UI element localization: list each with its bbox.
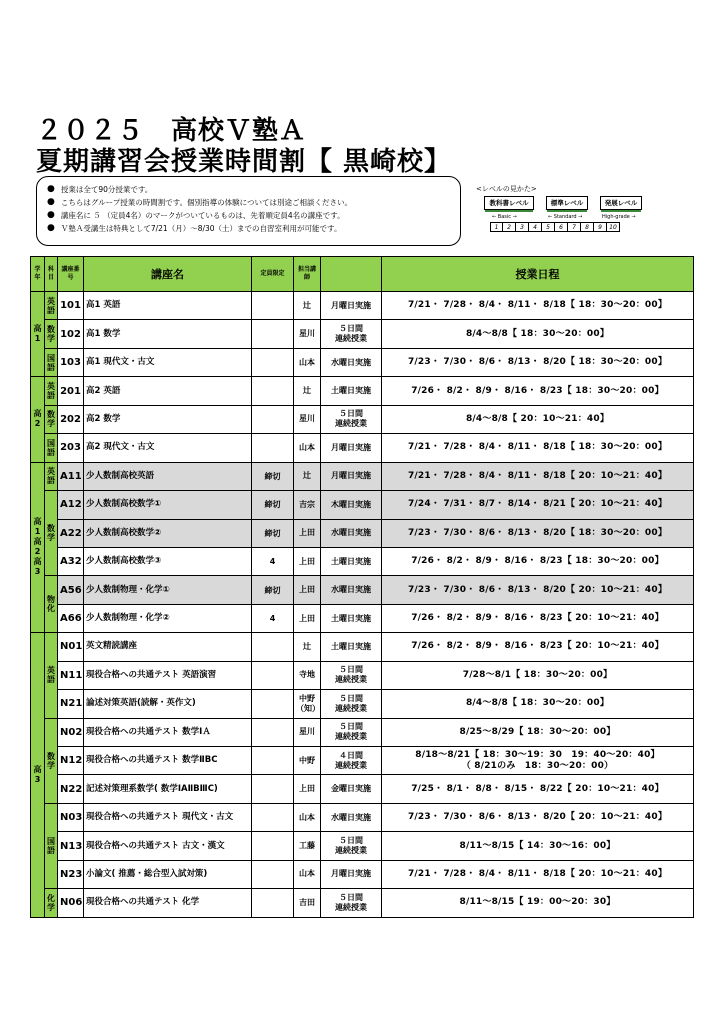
grade-cell: 高3 (31, 633, 45, 917)
course-mode: 月曜日実施 (321, 462, 382, 490)
course-schedule: 7/23・ 7/30・ 8/6・ 8/13・ 8/20【 20：10～21：40】 (382, 576, 694, 604)
course-schedule: 8/11～8/15【 19：00～20：30】 (382, 889, 694, 917)
course-code: A11 (58, 462, 84, 490)
course-mode: ５日間 連続授業 (321, 718, 382, 746)
table-row (31, 860, 694, 888)
table-row (31, 434, 694, 462)
header-teacher: 担当講師 (294, 257, 321, 292)
note-item: ● 授業は全て90分授業です。 (47, 184, 153, 194)
course-mode: 水曜日実施 (321, 348, 382, 376)
course-name: 高2 数学 (84, 405, 252, 433)
table-header-row (31, 257, 694, 292)
course-code: 201 (58, 377, 84, 405)
level-guide-caption: <レベルの見かた> (476, 185, 537, 193)
subject-cell: 英 語 (45, 633, 58, 718)
course-mode: 土曜日実施 (321, 377, 382, 405)
header-limit: 定員限定 (252, 257, 294, 292)
subject-cell: 英 語 (45, 377, 58, 405)
course-schedule: 7/26・ 8/2・ 8/9・ 8/16・ 8/23【 18：30～20：00】 (382, 377, 694, 405)
course-name: 小論文( 推薦・総合型入試対策) (84, 860, 252, 888)
course-mode: 土曜日実施 (321, 633, 382, 661)
course-limit (252, 832, 294, 860)
course-limit (252, 434, 294, 462)
header-mode (321, 257, 382, 292)
course-schedule: 8/25～8/29【 18：30～20：00】 (382, 718, 694, 746)
course-name: 現役合格への共通テスト 古文・漢文 (84, 832, 252, 860)
subject-cell: 物 化 (45, 576, 58, 633)
scale-step: 2 (503, 222, 516, 232)
scale-step: 7 (568, 222, 581, 232)
course-name: 記述対策理系数学( 数学ⅠAⅡBⅢC) (84, 775, 252, 803)
scale-step: 6 (555, 222, 568, 232)
table-row (31, 405, 694, 433)
header-code: 講座番号 (58, 257, 84, 292)
course-code: N23 (58, 860, 84, 888)
course-mode: ４日間 連続授業 (321, 747, 382, 775)
course-name: 少人数制高校数学① (84, 491, 252, 519)
course-limit: 締切 (252, 491, 294, 519)
table-row (31, 547, 694, 575)
subject-cell: 英 語 (45, 292, 58, 320)
course-teacher: 上田 (294, 775, 321, 803)
table-row (31, 747, 694, 775)
course-limit: 4 (252, 547, 294, 575)
course-teacher: 星川 (294, 320, 321, 348)
course-schedule: 7/28～8/1【 18：30～20：00】 (382, 661, 694, 689)
course-name: 少人数制高校数学② (84, 519, 252, 547)
course-code: A56 (58, 576, 84, 604)
scale-step: 10 (607, 222, 620, 232)
course-name: 現役合格への共通テスト 数学ⅡBC (84, 747, 252, 775)
course-limit (252, 775, 294, 803)
course-schedule: 7/21・ 7/28・ 8/4・ 8/11・ 8/18【 18：30～20：00】 (382, 434, 694, 462)
bullet-icon: ● (47, 184, 55, 194)
table-row (31, 803, 694, 831)
level-textbook: 教科書レベル (484, 196, 534, 210)
course-teacher: 星川 (294, 405, 321, 433)
course-mode: 土曜日実施 (321, 547, 382, 575)
course-code: N13 (58, 832, 84, 860)
course-mode: 月曜日実施 (321, 292, 382, 320)
course-schedule: 8/4～8/8【 18：30～20：00】 (382, 320, 694, 348)
course-name: 現役合格への共通テスト 英語演習 (84, 661, 252, 689)
course-mode: 水曜日実施 (321, 576, 382, 604)
course-code: 101 (58, 292, 84, 320)
course-mode: 水曜日実施 (321, 803, 382, 831)
course-mode: ５日間 連続授業 (321, 405, 382, 433)
level-arrow-high: High-grade → (602, 214, 636, 220)
course-code: A12 (58, 491, 84, 519)
course-limit (252, 292, 294, 320)
course-schedule: 7/26・ 8/2・ 8/9・ 8/16・ 8/23【 20：10～21：40】 (382, 633, 694, 661)
level-arrow-standard: ← Standard → (548, 214, 583, 220)
course-teacher: 山本 (294, 803, 321, 831)
scale-step: 5 (542, 222, 555, 232)
page-title-line1: ２０２５ 高校Ｖ塾Ａ (36, 116, 307, 146)
bullet-icon: ● (47, 197, 55, 207)
course-limit: 締切 (252, 576, 294, 604)
course-schedule: 8/11～8/15【 14：30～16：00】 (382, 832, 694, 860)
course-code: N01 (58, 633, 84, 661)
course-mode: 月曜日実施 (321, 860, 382, 888)
table-row (31, 690, 694, 718)
course-name: 高1 英語 (84, 292, 252, 320)
course-teacher: 辻 (294, 377, 321, 405)
course-name: 高1 数学 (84, 320, 252, 348)
table-row (31, 775, 694, 803)
course-limit (252, 747, 294, 775)
subject-cell: 国 語 (45, 434, 58, 462)
header-name: 講座名 (84, 257, 252, 292)
grade-cell: 高2 (31, 377, 45, 462)
course-code: 202 (58, 405, 84, 433)
subject-cell: 国 語 (45, 348, 58, 376)
course-teacher: 上田 (294, 604, 321, 632)
course-code: A22 (58, 519, 84, 547)
course-limit (252, 661, 294, 689)
course-code: N06 (58, 889, 84, 917)
subject-cell: 数 学 (45, 718, 58, 803)
course-limit (252, 889, 294, 917)
subject-cell: 数 学 (45, 491, 58, 576)
level-scale (490, 222, 620, 232)
schedule-table (30, 256, 694, 918)
course-schedule: 7/23・ 7/30・ 8/6・ 8/13・ 8/20【 18：30～20：00】 (382, 519, 694, 547)
course-schedule: 7/26・ 8/2・ 8/9・ 8/16・ 8/23【 20：10～21：40】 (382, 604, 694, 632)
course-code: 103 (58, 348, 84, 376)
course-schedule: 7/21・ 7/28・ 8/4・ 8/11・ 8/18【 18：30～20：00】 (382, 292, 694, 320)
table-row (31, 576, 694, 604)
course-schedule: 8/4～8/8【 18：30～20：00】 (382, 690, 694, 718)
header-subject: 科目 (45, 257, 58, 292)
header-schedule: 授業日程 (382, 257, 694, 292)
course-teacher: 吉田 (294, 889, 321, 917)
course-code: N12 (58, 747, 84, 775)
table-row (31, 519, 694, 547)
course-schedule: 7/21・ 7/28・ 8/4・ 8/11・ 8/18【 20：10～21：40】 (382, 462, 694, 490)
course-name: 少人数制物理・化学① (84, 576, 252, 604)
course-teacher: 寺地 (294, 661, 321, 689)
course-limit: 締切 (252, 519, 294, 547)
course-code: A66 (58, 604, 84, 632)
table-row (31, 633, 694, 661)
course-teacher: 山本 (294, 348, 321, 376)
course-teacher: 中野 (294, 747, 321, 775)
table-row (31, 661, 694, 689)
course-limit (252, 405, 294, 433)
table-row (31, 889, 694, 917)
course-code: 203 (58, 434, 84, 462)
course-teacher: 星川 (294, 718, 321, 746)
note-item: ● 講座名に ５ （定員4名）のマークがついているものは、先着順定員4名の講座です。 (47, 210, 345, 220)
table-row (31, 832, 694, 860)
subject-cell: 国 語 (45, 803, 58, 888)
course-limit (252, 803, 294, 831)
course-name: 現役合格への共通テスト 数学ⅠＡ (84, 718, 252, 746)
course-teacher: 上田 (294, 519, 321, 547)
course-limit: 締切 (252, 462, 294, 490)
course-limit (252, 377, 294, 405)
course-name: 高1 現代文・古文 (84, 348, 252, 376)
course-schedule: 7/21・ 7/28・ 8/4・ 8/11・ 8/18【 20：10～21：40】 (382, 860, 694, 888)
course-teacher: 辻 (294, 462, 321, 490)
course-teacher: 山本 (294, 860, 321, 888)
grade-cell: 高1 (31, 292, 45, 377)
course-teacher: 辻 (294, 633, 321, 661)
course-code: N03 (58, 803, 84, 831)
course-mode: ５日間 連続授業 (321, 889, 382, 917)
subject-cell: 化 学 (45, 889, 58, 917)
course-name: 現役合格への共通テスト 現代文・古文 (84, 803, 252, 831)
scale-step: 1 (490, 222, 503, 232)
course-limit (252, 718, 294, 746)
course-limit (252, 348, 294, 376)
course-mode: ５日間 連続授業 (321, 320, 382, 348)
course-code: N21 (58, 690, 84, 718)
course-limit: 4 (252, 604, 294, 632)
course-limit (252, 320, 294, 348)
course-mode: ５日間 連続授業 (321, 832, 382, 860)
course-limit (252, 860, 294, 888)
table-row (31, 348, 694, 376)
bullet-icon: ● (47, 223, 55, 233)
course-schedule: 7/23・ 7/30・ 8/6・ 8/13・ 8/20【 20：10～21：40】 (382, 803, 694, 831)
course-teacher: 上田 (294, 547, 321, 575)
table-row (31, 462, 694, 490)
course-schedule: 7/25・ 8/1・ 8/8・ 8/15・ 8/22【 20：10～21：40】 (382, 775, 694, 803)
level-guide (476, 184, 656, 244)
subject-cell: 数 学 (45, 405, 58, 433)
grade-cell: 高1 高2 高3 (31, 462, 45, 633)
course-schedule: 8/4～8/8【 20：10～21：40】 (382, 405, 694, 433)
bullet-icon: ● (47, 210, 55, 220)
course-code: N11 (58, 661, 84, 689)
scale-step: 9 (594, 222, 607, 232)
course-name: 英文精読講座 (84, 633, 252, 661)
course-code: A32 (58, 547, 84, 575)
course-name: 少人数制物理・化学② (84, 604, 252, 632)
course-teacher: 吉宗 (294, 491, 321, 519)
course-code: 102 (58, 320, 84, 348)
table-row (31, 718, 694, 746)
scale-step: 8 (581, 222, 594, 232)
subject-cell: 英 語 (45, 462, 58, 490)
course-limit (252, 690, 294, 718)
course-mode: 水曜日実施 (321, 519, 382, 547)
course-limit (252, 633, 294, 661)
course-mode: 月曜日実施 (321, 434, 382, 462)
course-name: 高2 英語 (84, 377, 252, 405)
scale-step: 4 (529, 222, 542, 232)
course-schedule: 7/23・ 7/30・ 8/6・ 8/13・ 8/20【 18：30～20：00】 (382, 348, 694, 376)
course-mode: ５日間 連続授業 (321, 690, 382, 718)
course-teacher: 工藤 (294, 832, 321, 860)
course-schedule: 8/18～8/21【 18：30～19：30 19：40～20：40】 （ 8/21のみ 18：30～20：00） (382, 747, 694, 775)
level-standard: 標準レベル (546, 196, 588, 210)
table-row (31, 491, 694, 519)
course-name: 少人数制高校英語 (84, 462, 252, 490)
course-name: 論述対策英語(読解・英作文) (84, 690, 252, 718)
scale-step: 3 (516, 222, 529, 232)
course-mode: ５日間 連続授業 (321, 661, 382, 689)
course-schedule: 7/24・ 7/31・ 8/7・ 8/14・ 8/21【 20：10～21：40】 (382, 491, 694, 519)
course-code: N02 (58, 718, 84, 746)
course-schedule: 7/26・ 8/2・ 8/9・ 8/16・ 8/23【 18：30～20：00】 (382, 547, 694, 575)
level-advanced: 発展レベル (600, 196, 642, 210)
course-code: N22 (58, 775, 84, 803)
course-teacher: 辻 (294, 292, 321, 320)
course-teacher: 中野 （知） (294, 690, 321, 718)
subject-cell: 数 学 (45, 320, 58, 348)
level-arrow-basic: ← Basic → (492, 214, 517, 220)
course-mode: 木曜日実施 (321, 491, 382, 519)
notes-box (36, 176, 461, 246)
note-item: ● こちらはグループ授業の時間割です。個別指導の体験については別途ご相談ください。 (47, 197, 353, 207)
table-row (31, 292, 694, 320)
header-grade: 学年 (31, 257, 45, 292)
course-teacher: 山本 (294, 434, 321, 462)
table-row (31, 377, 694, 405)
table-row (31, 320, 694, 348)
table-row (31, 604, 694, 632)
course-mode: 金曜日実施 (321, 775, 382, 803)
course-name: 少人数制高校数学③ (84, 547, 252, 575)
course-name: 現役合格への共通テスト 化学 (84, 889, 252, 917)
course-name: 高2 現代文・古文 (84, 434, 252, 462)
course-mode: 土曜日実施 (321, 604, 382, 632)
course-teacher: 上田 (294, 576, 321, 604)
note-item: ● Ｖ塾Ａ受講生は特典として7/21（月）～8/30（土）までの自習室利用が可能です。 (47, 223, 342, 233)
page-title-line2: 夏期講習会授業時間割【 黒崎校】 (36, 147, 452, 177)
